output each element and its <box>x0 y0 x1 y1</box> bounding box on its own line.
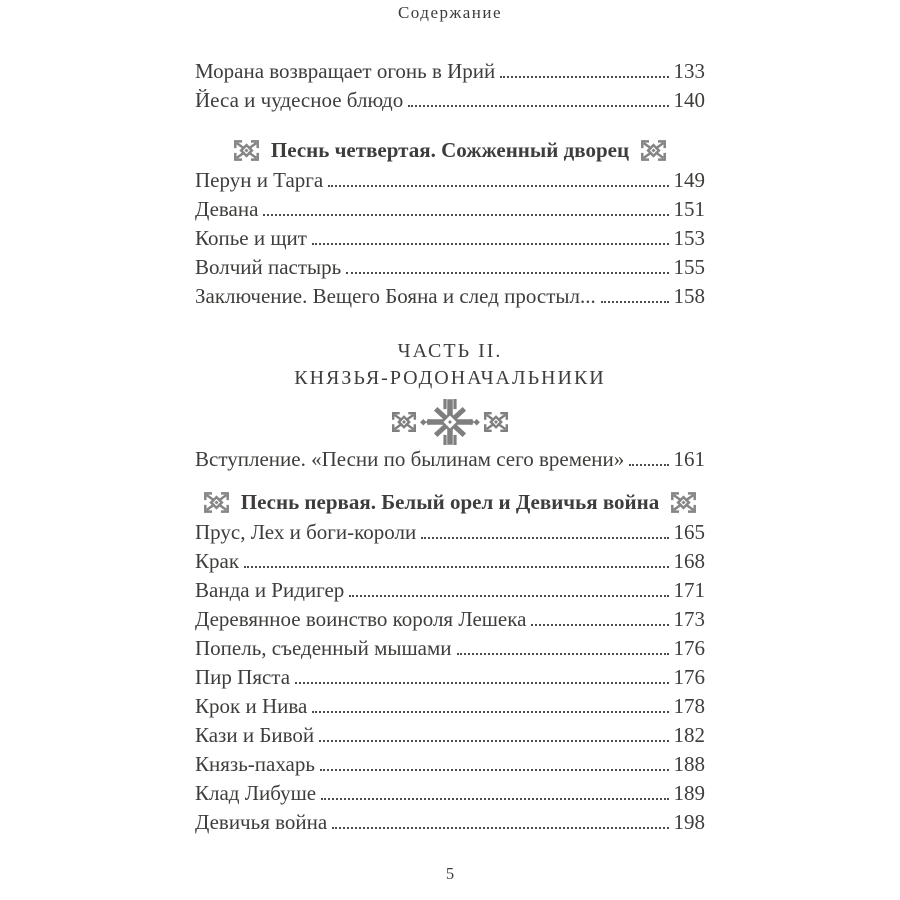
toc-entry <box>195 84 705 113</box>
dot-leader <box>319 740 668 742</box>
entry-title: Девана <box>195 197 259 221</box>
entry-title: Клад Либуше <box>195 781 317 805</box>
dot-leader <box>321 798 668 800</box>
entry-title: Морана возвращает огонь в Ирий <box>195 59 496 83</box>
entry-title: Перун и Тарга <box>195 168 324 192</box>
dot-leader <box>328 185 668 187</box>
entry-title: Ванда и Ридигер <box>195 578 345 602</box>
entry-title: Князь-пахарь <box>195 752 315 776</box>
section-heading-song4 <box>195 137 705 163</box>
dot-leader <box>421 537 668 539</box>
part-heading-line1: ЧАСТЬ II. <box>397 340 503 362</box>
dot-leader <box>457 653 669 655</box>
entry-page-number: 198 <box>673 810 705 834</box>
divider-ornament-row <box>0 399 900 445</box>
entry-title: Заключение. Вещего Бояна и след простыл... <box>195 284 596 308</box>
entry-title: Прус, Лех и боги-короли <box>195 520 417 544</box>
dot-leader <box>244 566 668 568</box>
entry-title: Крок и Нива <box>195 694 308 718</box>
entry-page-number: 149 <box>673 168 705 192</box>
dot-leader <box>531 624 668 626</box>
toc-entry <box>195 777 705 806</box>
toc-entry <box>195 222 705 251</box>
slavic-knot-ornament-icon <box>233 139 260 162</box>
toc-entry <box>195 806 705 835</box>
entry-title: Волчий пастырь <box>195 255 342 279</box>
entry-title: Йеса и чудесное блюдо <box>195 88 404 112</box>
section-heading-label: Песнь первая. Белый орел и Девичья война <box>240 489 660 514</box>
section-heading-song1 <box>195 489 705 515</box>
toc-entry <box>195 164 705 193</box>
part-heading-line2: КНЯЗЬЯ-РОДОНАЧАЛЬНИКИ <box>294 367 606 389</box>
folio-page-number: 5 <box>445 864 455 883</box>
dot-leader <box>263 214 668 216</box>
entry-page-number: 189 <box>673 781 705 805</box>
entry-page-number: 176 <box>673 636 705 660</box>
entry-page-number: 176 <box>673 665 705 689</box>
toc-entry <box>195 443 705 472</box>
entry-page-number: 178 <box>673 694 705 718</box>
entry-title: Попель, съеденный мышами <box>195 636 452 660</box>
slavic-knot-ornament-icon <box>640 139 667 162</box>
entry-page-number: 153 <box>673 226 705 250</box>
toc-entry <box>195 516 705 545</box>
snowflake-star-ornament-icon <box>391 399 509 445</box>
toc-entry <box>195 661 705 690</box>
dot-leader <box>295 682 668 684</box>
toc-group-intro <box>195 55 705 113</box>
toc-entry <box>195 632 705 661</box>
entry-page-number: 161 <box>673 447 705 471</box>
dot-leader <box>320 769 669 771</box>
page-title: Содержание <box>397 3 503 22</box>
toc-entry <box>195 574 705 603</box>
slavic-knot-ornament-icon <box>670 491 697 514</box>
entry-page-number: 173 <box>673 607 705 631</box>
entry-page-number: 165 <box>673 520 705 544</box>
toc-group-song1 <box>195 516 705 835</box>
entry-page-number: 133 <box>673 59 705 83</box>
part-heading <box>0 338 900 392</box>
dot-leader <box>408 105 668 107</box>
dot-leader <box>312 243 669 245</box>
toc-entry <box>195 545 705 574</box>
toc-group-part2-intro <box>195 443 705 472</box>
entry-title: Вступление. «Песни по былинам сего времени» <box>195 447 625 471</box>
entry-page-number: 171 <box>673 578 705 602</box>
entry-title: Деревянное воинство короля Лешека <box>195 607 527 631</box>
entry-title: Девичья война <box>195 810 328 834</box>
dot-leader <box>349 595 668 597</box>
toc-entry <box>195 193 705 222</box>
slavic-knot-ornament-icon <box>203 491 230 514</box>
toc-entry <box>195 251 705 280</box>
dot-leader <box>629 464 668 466</box>
entry-page-number: 158 <box>673 284 705 308</box>
entry-page-number: 188 <box>673 752 705 776</box>
entry-page-number: 151 <box>673 197 705 221</box>
entry-page-number: 182 <box>673 723 705 747</box>
section-heading-label: Песнь четвертая. Сожженный дворец <box>270 137 630 162</box>
toc-entry <box>195 719 705 748</box>
entry-title: Пир Пяста <box>195 665 291 689</box>
dot-leader <box>312 711 668 713</box>
toc-entry <box>195 748 705 777</box>
dot-leader <box>332 827 668 829</box>
dot-leader <box>601 301 669 303</box>
entry-title: Крак <box>195 549 240 573</box>
entry-title: Кази и Бивой <box>195 723 315 747</box>
toc-entry <box>195 603 705 632</box>
entry-page-number: 155 <box>673 255 705 279</box>
entry-page-number: 140 <box>673 88 705 112</box>
toc-entry <box>195 55 705 84</box>
toc-entry <box>195 280 705 309</box>
dot-leader <box>346 272 668 274</box>
dot-leader <box>500 76 668 78</box>
toc-entry <box>195 690 705 719</box>
entry-page-number: 168 <box>673 549 705 573</box>
entry-title: Копье и щит <box>195 226 307 250</box>
toc-group-song4 <box>195 164 705 309</box>
